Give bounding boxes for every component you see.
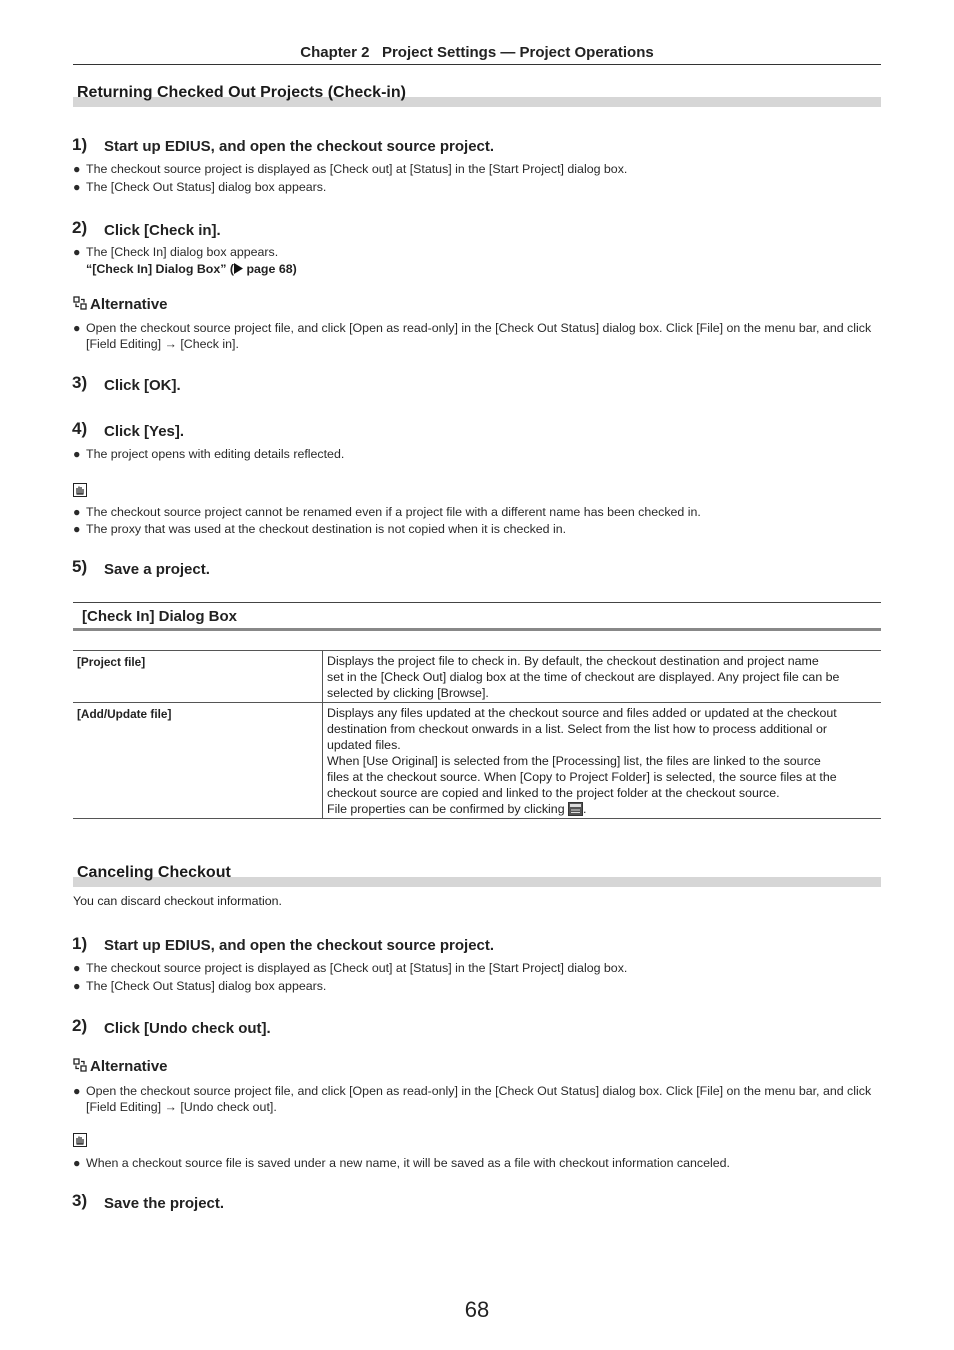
step-text: Save a project. <box>104 561 210 578</box>
alternative-icon <box>73 1058 87 1072</box>
page-reference-link[interactable]: “[Check In] Dialog Box” ( page 68) <box>86 262 297 276</box>
subsection-title: [Check In] Dialog Box <box>82 608 238 625</box>
step-number: 4) <box>72 419 88 438</box>
step-text: Click [OK]. <box>104 377 181 394</box>
play-arrow-icon <box>234 263 243 274</box>
alternative-heading: Alternative <box>73 1058 168 1075</box>
note-icon <box>73 483 87 497</box>
table-key: [Project file] <box>73 651 323 703</box>
intro-text: You can discard checkout information. <box>73 894 282 908</box>
step-number: 1) <box>72 135 88 154</box>
step-number: 3) <box>72 373 88 392</box>
chapter-header: Chapter 2 Project Settings — Project Operations <box>300 44 654 61</box>
step-text: Click [Yes]. <box>104 423 185 440</box>
step-text: Save the project. <box>104 1195 225 1212</box>
step-text: Start up EDIUS, and open the checkout source project. <box>104 138 495 155</box>
note-icon <box>73 1133 87 1147</box>
table-desc: Displays any files updated at the checkout source and files added or updated at the checkout destination from checkout onwards in a list. Select from the list how to process additional or updated files. When [Use Original] is selected from the [Processing] list, the files are linked to the source files at the checkout source. When [Copy to Project Folder] is selected, the source files at the checkout source are copied and linked to the project folder at the checkout source. File properties can be confirmed by clicking . <box>323 703 882 819</box>
step-text: Start up EDIUS, and open the checkout source project. <box>104 937 495 954</box>
alternative-heading: Alternative <box>73 296 168 313</box>
subsection-rule <box>73 602 881 603</box>
table-row <box>73 651 881 703</box>
properties-button-icon <box>568 802 583 816</box>
step-number: 2) <box>72 1016 88 1035</box>
page-number: 68 <box>464 1297 490 1322</box>
dialog-fields-table <box>73 650 881 819</box>
step-number: 1) <box>72 934 88 953</box>
header-rule <box>73 64 881 65</box>
section-title-check-in: Returning Checked Out Projects (Check-in) <box>77 84 406 101</box>
step-text: Click [Undo check out]. <box>104 1020 271 1037</box>
step-number: 5) <box>72 557 88 576</box>
section-title-canceling: Canceling Checkout <box>77 864 231 881</box>
alternative-icon <box>73 296 87 310</box>
step-number: 3) <box>72 1191 88 1210</box>
step-number: 2) <box>72 218 88 237</box>
step-text: Click [Check in]. <box>104 222 221 239</box>
table-key: [Add/Update file] <box>73 703 323 819</box>
table-row <box>73 703 881 819</box>
subsection-rule <box>73 628 881 631</box>
table-desc: Displays the project file to check in. By default, the checkout destination and project name set in the [Check Out] dialog box at the time of checkout are displayed. Any project file can be selected by clicking [Browse]. <box>323 651 882 703</box>
